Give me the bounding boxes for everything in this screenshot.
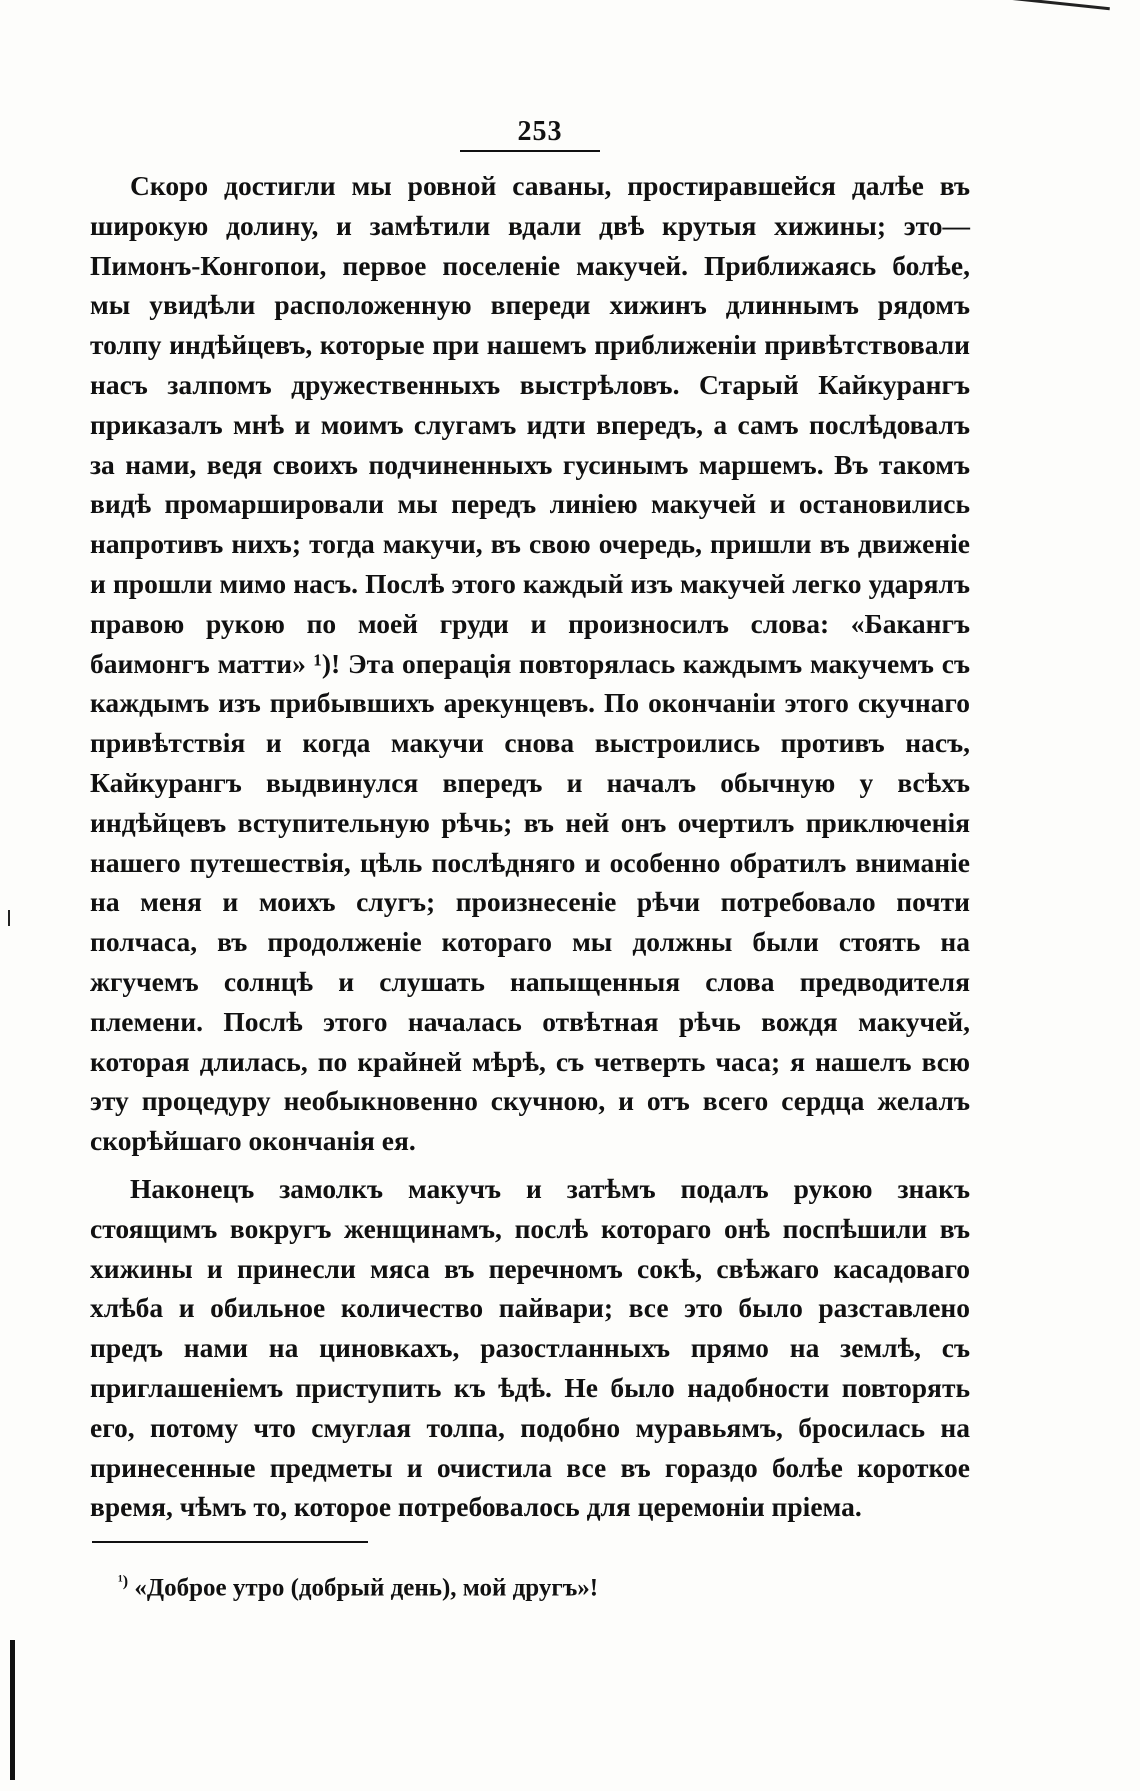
paragraph: Скоро достигли мы ровной саваны, простиравшейся далѣе въ широкую долину, и замѣтили вдали двѣ крутыя хижины; это—Пимонъ-Конгопои, первое поселеніе макучей. Приближаясь болѣе, мы увидѣли расположенную впереди хижинъ длиннымъ рядомъ толпу индѣйцевъ, которые при нашемъ приближеніи привѣтствовали насъ залпомъ дружественныхъ выстрѣловъ. Старый Кайкурангъ приказалъ мнѣ и моимъ слугамъ идти впередъ, а самъ послѣдовалъ за нами, ведя своихъ подчиненныхъ гусинымъ маршемъ. Въ такомъ видѣ промаршировали мы передъ линіею макучей и остановились напротивъ нихъ; тогда макучи, въ свою очередь, пришли въ движеніе и прошли мимо насъ. Послѣ этого каждый изъ макучей легко ударялъ правою рукою по моей груди и произносилъ слова: «Бакангъ баимонгъ матти» ¹)! Эта операція повторялась каждымъ макучемъ съ каждымъ изъ прибывшихъ арекунцевъ. По окончаніи этого скучнаго привѣтствія и когда макучи снова выстроились противъ насъ, Кайкурангъ выдвинулся впередъ и началъ обычную у всѣхъ индѣйцевъ вступительную рѣчь; въ ней онъ очертилъ приключенія нашего путешествія, цѣль послѣдняго и особенно обратилъ вниманіе на меня и моихъ слугъ; произнесеніе рѣчи потребовало почти полчаса, въ продолженіе котораго мы должны были стоять на жгучемъ солнцѣ и слушать напыщенныя слова предводителя племени. Послѣ этого началась отвѣтная рѣчь вождя макучей, которая длилась, по крайней мѣрѣ, съ четверть часа; я нашелъ всю эту процедуру необыкновенно скучною, и отъ всего сердца желалъ скорѣйшаго окончанія ея.: [90, 170, 970, 1157]
paragraph: Наконецъ замолкъ макучъ и затѣмъ подалъ рукою знакъ стоящимъ вокругъ женщинамъ, послѣ котораго онѣ поспѣшили въ хижины и принесли мяса въ перечномъ сокѣ, свѣжаго касадоваго хлѣба и обильное количество пайвари; все это было разставлено предъ нами на циновкахъ, разостланныхъ прямо на землѣ, съ приглашеніемъ приступить къ ѣдѣ. Не было надобности повторять его, потому что смуглая толпа, подобно муравьямъ, бросилась на принесенные предметы и очистила все въ гораздо болѣе короткое время, чѣмъ то, которое потребовалось для церемоніи пріема.: [90, 1172, 970, 1523]
footnote-rule: [92, 1541, 368, 1543]
footnote-marker: ¹): [118, 1573, 129, 1590]
footnote-text: «Доброе утро (добрый день), мой другъ»!: [134, 1574, 599, 1602]
body-text: [90, 166, 970, 1527]
binding-edge-mark: [10, 1640, 15, 1780]
page-number: 253: [517, 116, 563, 147]
margin-scan-mark: [8, 910, 10, 926]
footnote: [118, 1566, 938, 1604]
page-number-rule: [460, 150, 600, 152]
corner-scan-mark: [1010, 0, 1110, 10]
